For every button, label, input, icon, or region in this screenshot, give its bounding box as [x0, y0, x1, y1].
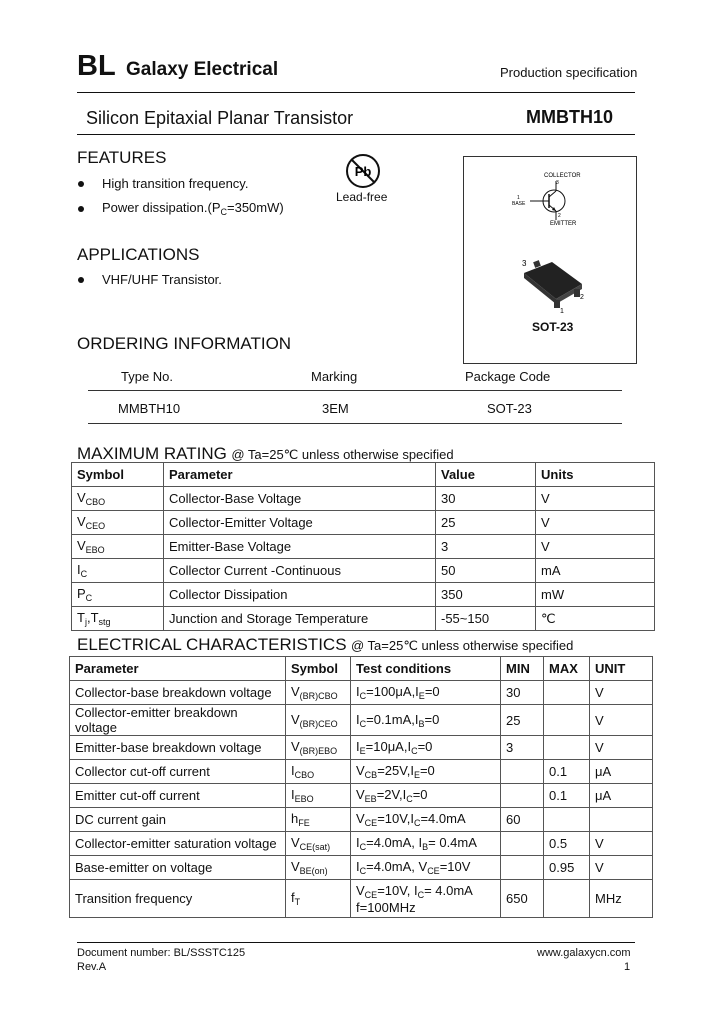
unit-cell: V [536, 535, 655, 559]
header-min: MIN [501, 657, 544, 681]
max-rating-title [77, 444, 454, 464]
feature-text: Power $dissipation.(P_C=350mW)$ [102, 200, 284, 217]
ordering-rule [88, 390, 622, 391]
revision: Rev.A [77, 961, 107, 973]
symbol-sub: C [85, 593, 93, 603]
test-condition-part: V [356, 882, 365, 898]
table-row [70, 736, 653, 760]
test-conditions-cell [351, 736, 501, 760]
table-row [72, 559, 655, 583]
ordering-header-type: Type No. [121, 369, 174, 384]
symbol-sub: CBO [294, 770, 315, 780]
package-pin3-label: 3 [522, 259, 527, 268]
symbol-sub: (BR)EBO [299, 746, 338, 756]
symbol-sub: EBO [294, 794, 314, 804]
symbol-sub: j [84, 617, 87, 627]
symbol-sub: (BR)CBO [299, 691, 338, 701]
package-name: SOT-23 [532, 320, 574, 334]
features-heading: FEATURES [77, 148, 167, 167]
doc-number: Document number: BL/SSSTC125 [77, 947, 246, 959]
symbol-sub: T [294, 897, 301, 907]
symbol-sub: FE [298, 818, 310, 828]
transistor-symbol-icon [464, 157, 636, 247]
symbol-cell [72, 511, 164, 535]
symbol-cell [286, 784, 351, 808]
test-condition-part: V [356, 811, 365, 826]
test-condition-part: =10V,I [377, 811, 414, 826]
symbol-sub: (BR)CEO [299, 718, 338, 729]
min-cell [501, 760, 544, 784]
symbol-main: h [291, 811, 299, 826]
test-condition-part: C [417, 889, 425, 900]
header-test-conditions: Test conditions [351, 657, 501, 681]
value-cell: 30 [436, 487, 536, 511]
spec-type: Production specification [500, 65, 638, 80]
max-cell: 0.1 [544, 784, 590, 808]
test-condition-part: E [418, 691, 425, 701]
table-header-row [72, 463, 655, 487]
unit-cell [590, 808, 653, 832]
test-condition-part: = 0.4mA [428, 835, 477, 850]
symbol-main: P [77, 586, 86, 601]
symbol-main: V [291, 684, 300, 699]
test-condition-part: I [356, 835, 360, 850]
footer-rule [77, 942, 635, 943]
header-value: Value [436, 463, 536, 487]
value-cell: 50 [436, 559, 536, 583]
max-cell: 0.5 [544, 832, 590, 856]
ordering-rule-bottom [88, 423, 622, 424]
header-symbol: Symbol [286, 657, 351, 681]
feature-item [78, 200, 284, 217]
symbol-sub: stg [98, 617, 111, 627]
parameter-cell: Collector Current -Continuous [164, 559, 436, 583]
test-condition-part: =4.0mA, I [366, 835, 423, 850]
test-condition-part: CE [427, 866, 440, 876]
test-condition-part: =100μA,I [366, 684, 419, 699]
table-row [70, 808, 653, 832]
symbol-cell [286, 808, 351, 832]
table-row [70, 760, 653, 784]
table-row [70, 784, 653, 808]
test-condition-part: =2V,I [376, 787, 407, 802]
test-condition-part: = 4.0mA [424, 882, 473, 898]
parameter-cell: Collector-Base Voltage [164, 487, 436, 511]
test-condition-part: =0 [424, 711, 440, 727]
bullet-icon [78, 206, 84, 212]
ordering-header-package: Package Code [465, 369, 551, 384]
test-condition-part: =0.1mA,I [366, 711, 419, 727]
unit-cell: mW [536, 583, 655, 607]
applications-heading: APPLICATIONS [77, 245, 200, 264]
parameter-cell: Emitter-Base Voltage [164, 535, 436, 559]
test-condition-part: I [356, 739, 360, 754]
symbol-main: V [291, 835, 300, 850]
header-max: MAX [544, 657, 590, 681]
symbol-cell [72, 535, 164, 559]
lead-free-icon [344, 152, 382, 190]
test-condition-part: =25V,I [377, 763, 414, 778]
symbol-main: V [291, 859, 300, 874]
test-condition-part: =0 [424, 684, 440, 699]
max-cell: 0.1 [544, 760, 590, 784]
test-conditions-cell [351, 681, 501, 705]
bullet-icon [78, 181, 84, 187]
unit-cell: V [590, 705, 653, 736]
symbol-cell [286, 736, 351, 760]
min-cell: 3 [501, 736, 544, 760]
table-header-row [70, 657, 653, 681]
test-condition-part: B [422, 842, 429, 852]
max-cell [544, 880, 590, 918]
header-units: Units [536, 463, 655, 487]
parameter-cell: Collector-base breakdown voltage [70, 681, 286, 705]
parameter-cell: Junction and Storage Temperature [164, 607, 436, 631]
parameter-cell: Collector cut-off current [70, 760, 286, 784]
min-cell [501, 856, 544, 880]
symbol-main: I [77, 562, 81, 577]
symbol-main: V [291, 739, 300, 754]
max-cell [544, 705, 590, 736]
lead-free-badge-text: Pb [354, 164, 372, 179]
symbol-main: V [77, 490, 86, 505]
test-conditions-cell [351, 856, 501, 880]
symbol-main: V [291, 711, 300, 727]
table-row [72, 607, 655, 631]
feature-item [78, 176, 248, 191]
feature-text: High transition frequency. [102, 176, 249, 191]
package-pin2-label: 2 [580, 294, 584, 301]
header-rule-bottom [77, 134, 635, 135]
website: www.galaxycn.com [537, 947, 631, 959]
table-row [70, 880, 653, 918]
test-condition-part: =0 [419, 763, 435, 778]
test-condition-part: C [359, 691, 367, 701]
test-condition-line2: f=100MHz [356, 899, 416, 915]
lead-free-label: Lead-free [336, 190, 388, 204]
min-cell: 30 [501, 681, 544, 705]
value-cell: -55~150 [436, 607, 536, 631]
package-pin1-label: 1 [560, 308, 564, 315]
header-rule-top [77, 92, 635, 93]
min-cell [501, 832, 544, 856]
package-diagram-box [463, 156, 637, 364]
test-condition-part: =10V [439, 859, 471, 874]
symbol-main: V [77, 538, 86, 553]
parameter-cell: Transition frequency [70, 880, 286, 918]
test-condition-part: =4.0mA [420, 811, 466, 826]
table-row [70, 832, 653, 856]
symbol-cell [286, 856, 351, 880]
unit-cell: ℃ [536, 607, 655, 631]
max-cell: 0.95 [544, 856, 590, 880]
symbol-cell [286, 681, 351, 705]
test-conditions-cell [351, 832, 501, 856]
max-cell [544, 808, 590, 832]
test-condition-part: B [418, 718, 425, 729]
table-row [70, 705, 653, 736]
table-row [72, 583, 655, 607]
table-row [72, 487, 655, 511]
symbol-sub: CEO [85, 521, 106, 531]
symbol-sub: CBO [85, 497, 106, 507]
max-cell [544, 736, 590, 760]
test-condition-part: =10μA,I [365, 739, 412, 754]
symbol-cell [286, 705, 351, 736]
unit-cell: V [536, 511, 655, 535]
unit-cell: μA [590, 760, 653, 784]
brand-name: Galaxy Electrical [126, 59, 279, 80]
symbol-main: V [77, 514, 86, 529]
application-item [78, 272, 222, 287]
elec-heading: ELECTRICAL CHARACTERISTICS [77, 635, 347, 654]
symbol-main: I [291, 763, 295, 778]
test-conditions-cell [351, 760, 501, 784]
pin2-label: 2 [558, 213, 561, 219]
unit-cell: V [590, 681, 653, 705]
symbol-sub: CE(sat) [299, 842, 331, 852]
test-condition-part: C [411, 746, 418, 756]
parameter-cell: Collector-emitter breakdown voltage [70, 705, 286, 736]
test-condition-part: C [406, 794, 413, 804]
ordering-header-marking: Marking [311, 369, 358, 384]
unit-cell: V [590, 856, 653, 880]
test-condition-part: =4.0mA, V [366, 859, 428, 874]
symbol-cell [286, 760, 351, 784]
unit-cell: V [536, 487, 655, 511]
page-number: 1 [624, 961, 631, 973]
header-parameter: Parameter [164, 463, 436, 487]
pin1-label: 1 [517, 195, 520, 201]
min-cell: 60 [501, 808, 544, 832]
symbol-cell [286, 832, 351, 856]
test-condition-part: C [359, 718, 367, 729]
parameter-cell: Collector-Emitter Voltage [164, 511, 436, 535]
part-number: MMBTH10 [526, 107, 614, 127]
test-condition-part: I [356, 859, 360, 874]
table-row [72, 511, 655, 535]
elec-table [69, 656, 653, 918]
emitter-label: EMITTER [550, 221, 577, 227]
min-cell: 650 [501, 880, 544, 918]
test-conditions-cell [351, 880, 501, 918]
ordering-heading: ORDERING INFORMATION [77, 334, 292, 353]
symbol-cell [72, 487, 164, 511]
table-row [72, 535, 655, 559]
min-cell [501, 784, 544, 808]
parameter-cell: Collector-emitter saturation voltage [70, 832, 286, 856]
ordering-package: SOT-23 [487, 401, 532, 416]
test-condition-part: V [356, 787, 365, 802]
min-cell: 25 [501, 705, 544, 736]
parameter-cell: Collector Dissipation [164, 583, 436, 607]
table-row [70, 681, 653, 705]
parameter-cell: Emitter cut-off current [70, 784, 286, 808]
symbol-sub: EBO [85, 545, 105, 555]
header-symbol: Symbol [72, 463, 164, 487]
header-unit: UNIT [590, 657, 653, 681]
collector-label: COLLECTOR [544, 173, 581, 179]
value-cell: 350 [436, 583, 536, 607]
symbol-main: T [77, 610, 85, 625]
symbol-cell [72, 583, 164, 607]
header-parameter: Parameter [70, 657, 286, 681]
max-rating-condition: @ Ta=25℃ unless otherwise specified [231, 447, 454, 462]
test-condition-part: CE [364, 889, 378, 900]
test-condition-part: C [359, 866, 367, 876]
test-condition-part: C [413, 818, 421, 828]
sot23-package-icon [464, 247, 636, 317]
test-conditions-cell [351, 808, 501, 832]
symbol-cell [72, 559, 164, 583]
page-title: Silicon Epitaxial Planar Transistor [86, 108, 354, 128]
symbol-sub: BE(on) [299, 866, 328, 876]
parameter-cell: Emitter-base breakdown voltage [70, 736, 286, 760]
symbol-main: ,T [86, 610, 99, 625]
max-rating-table [71, 462, 655, 631]
unit-cell: V [590, 736, 653, 760]
test-conditions-cell [351, 705, 501, 736]
test-condition-part: E [413, 770, 420, 780]
ordering-type: MMBTH10 [118, 401, 181, 416]
test-condition-part: =10V, I [377, 882, 418, 898]
symbol-sub: C [80, 569, 88, 579]
test-condition-part: I [356, 711, 360, 727]
test-condition-part: EB [364, 794, 377, 804]
test-condition-part: C [359, 842, 367, 852]
unit-cell: V [590, 832, 653, 856]
symbol-main: f [291, 890, 295, 905]
ordering-marking: 3EM [322, 401, 349, 416]
unit-cell: μA [590, 784, 653, 808]
unit-cell: MHz [590, 880, 653, 918]
application-text: VHF/UHF Transistor. [102, 272, 222, 287]
test-condition-part: E [359, 746, 366, 756]
test-condition-part: =0 [412, 787, 428, 802]
test-condition-part: CB [364, 770, 378, 780]
unit-cell: mA [536, 559, 655, 583]
test-condition-part: =0 [417, 739, 433, 754]
test-condition-part: I [356, 684, 360, 699]
test-condition-part: CE [364, 818, 378, 828]
bullet-icon [78, 277, 84, 283]
elec-condition: @ Ta=25℃ unless otherwise specified [350, 638, 574, 653]
brand-logo-bl: BL [77, 50, 116, 82]
test-conditions-cell [351, 784, 501, 808]
symbol-cell [286, 880, 351, 918]
elec-title [77, 635, 573, 655]
symbol-main: I [291, 787, 295, 802]
parameter-cell: Base-emitter on voltage [70, 856, 286, 880]
parameter-cell: DC current gain [70, 808, 286, 832]
symbol-cell [72, 607, 164, 631]
base-label: BASE [512, 201, 526, 207]
test-condition-part: V [356, 763, 365, 778]
pin3-label: 3 [556, 180, 559, 186]
table-row [70, 856, 653, 880]
max-cell [544, 681, 590, 705]
value-cell: 3 [436, 535, 536, 559]
value-cell: 25 [436, 511, 536, 535]
max-rating-heading: MAXIMUM RATING [77, 444, 227, 463]
